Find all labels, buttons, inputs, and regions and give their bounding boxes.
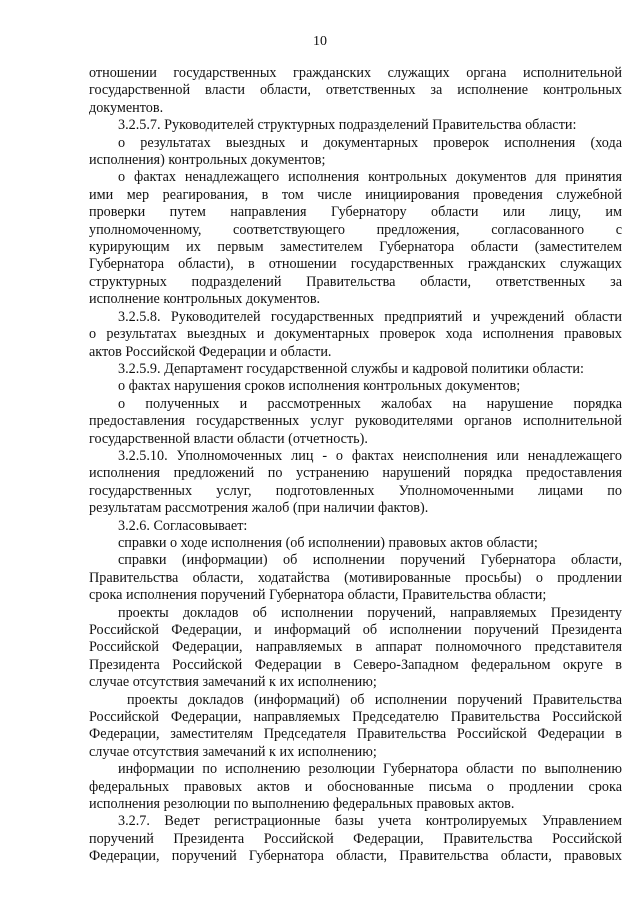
- text-line: о фактах ненадлежащего исполнения контрольных документов для принятия: [118, 169, 622, 186]
- text-line: о фактах нарушения сроков исполнения контрольных документов;: [118, 378, 521, 395]
- text-line: 3.2.5.7. Руководителей структурных подразделений Правительства области:: [118, 117, 577, 134]
- text-line: федеральных правовых актов и обоснованные письма о продлении срока: [89, 778, 622, 795]
- text-line: справки о ходе исполнения (об исполнении) правовых актов области;: [118, 534, 538, 551]
- text-line: исполнения) контрольных документов;: [89, 152, 326, 169]
- text-line: Российской Федерации, и информаций об исполнении поручений Президента: [89, 622, 622, 638]
- text-line: Российской Федерации, направляемых Председателю Правительства Российской: [89, 709, 622, 726]
- text-line: справки (информации) об исполнении поручений Губернатора области,: [118, 552, 622, 569]
- text-line: о результатах выездных и документарных проверок исполнения (хода: [118, 134, 622, 151]
- text-line: уполномоченному, соответствующего предложения, согласованного с: [89, 221, 622, 238]
- text-line: Российской Федерации, направляемых в аппарат полномочного представителя: [89, 639, 622, 656]
- text-line: государственной власти области (отчетность).: [89, 430, 368, 447]
- page-number: 10: [313, 34, 327, 49]
- text-line: Федерации, поручений Губернатора области, Правительства области, правовых: [89, 848, 622, 865]
- text-line: 3.2.7. Ведет регистрационные базы учета контролируемых Управлением: [118, 813, 622, 830]
- text-line: 3.2.5.8. Руководителей государственных предприятий и учреждений области: [118, 308, 622, 325]
- text-line: результатам рассмотрения жалоб (при наличии фактов).: [89, 500, 429, 517]
- text-line: информации по исполнению резолюции Губернатора области по выполнению: [118, 761, 622, 778]
- text-line: проверки путем направления Губернатору области или лицу, им: [89, 204, 622, 221]
- text-line: о полученных и рассмотренных жалобах на нарушение порядка: [118, 395, 622, 412]
- text-line: 3.2.5.10. Уполномоченных лиц - о фактах неисполнения или ненадлежащего: [118, 447, 622, 464]
- text-line: предоставления государственных услуг руководителями органов исполнительной: [89, 413, 622, 430]
- text-line: структурных подразделений Правительства области, ответственных за: [89, 273, 622, 290]
- text-line: ими мер реагирования, в том числе инициирования проведения служебной: [89, 186, 622, 203]
- text-line: государственных услуг, подготовленных Уполномоченными лицами по: [89, 482, 622, 499]
- text-line: о результатах выездных и документарных проверок хода исполнения правовых: [89, 326, 622, 343]
- text-line: Федерации, заместителям Председателя Правительства Российской Федерации в: [89, 726, 622, 743]
- text-line: государственной власти области, ответственных за исполнение контрольных: [89, 82, 622, 99]
- text-line: исполнения резолюции по выполнению федеральных правовых актов.: [89, 796, 515, 813]
- text-line: курирующим их первым заместителем Губернатора области (заместителем: [89, 239, 622, 256]
- text-line: 3.2.6. Согласовывает:: [118, 517, 248, 534]
- text-line: документов.: [89, 99, 164, 116]
- text-line: актов Российской Федерации и области.: [89, 343, 332, 360]
- text-line: случае отсутствия замечаний к их исполнению;: [89, 743, 377, 760]
- text-line: 3.2.5.9. Департамент государственной службы и кадровой политики области:: [118, 360, 584, 377]
- text-line: исполнение контрольных документов.: [89, 291, 321, 308]
- text-line: Губернатора области), в отношении государственных гражданских служащих: [89, 256, 622, 273]
- document-body: [89, 65, 622, 866]
- text-line: срока исполнения поручений Губернатора области, Правительства области;: [89, 587, 547, 604]
- text-line: поручений Президента Российской Федерации, Правительства Российской: [89, 830, 622, 847]
- text-line: отношении государственных гражданских служащих органа исполнительной: [89, 65, 622, 81]
- text-line: случае отсутствия замечаний к их исполнению;: [89, 674, 377, 691]
- text-line: Президента Российской Федерации в Северо-Западном федеральном округе в: [89, 656, 622, 673]
- text-line: проекты докладов (информаций) об исполнении поручений Правительства: [127, 691, 622, 708]
- text-line: проекты докладов об исполнении поручений, направляемых Президенту: [118, 604, 622, 621]
- text-line: Правительства области, ходатайства (мотивированные просьбы) о продлении: [89, 569, 622, 586]
- text-line: исполнения предложений по устранению нарушений порядка предоставления: [89, 465, 622, 482]
